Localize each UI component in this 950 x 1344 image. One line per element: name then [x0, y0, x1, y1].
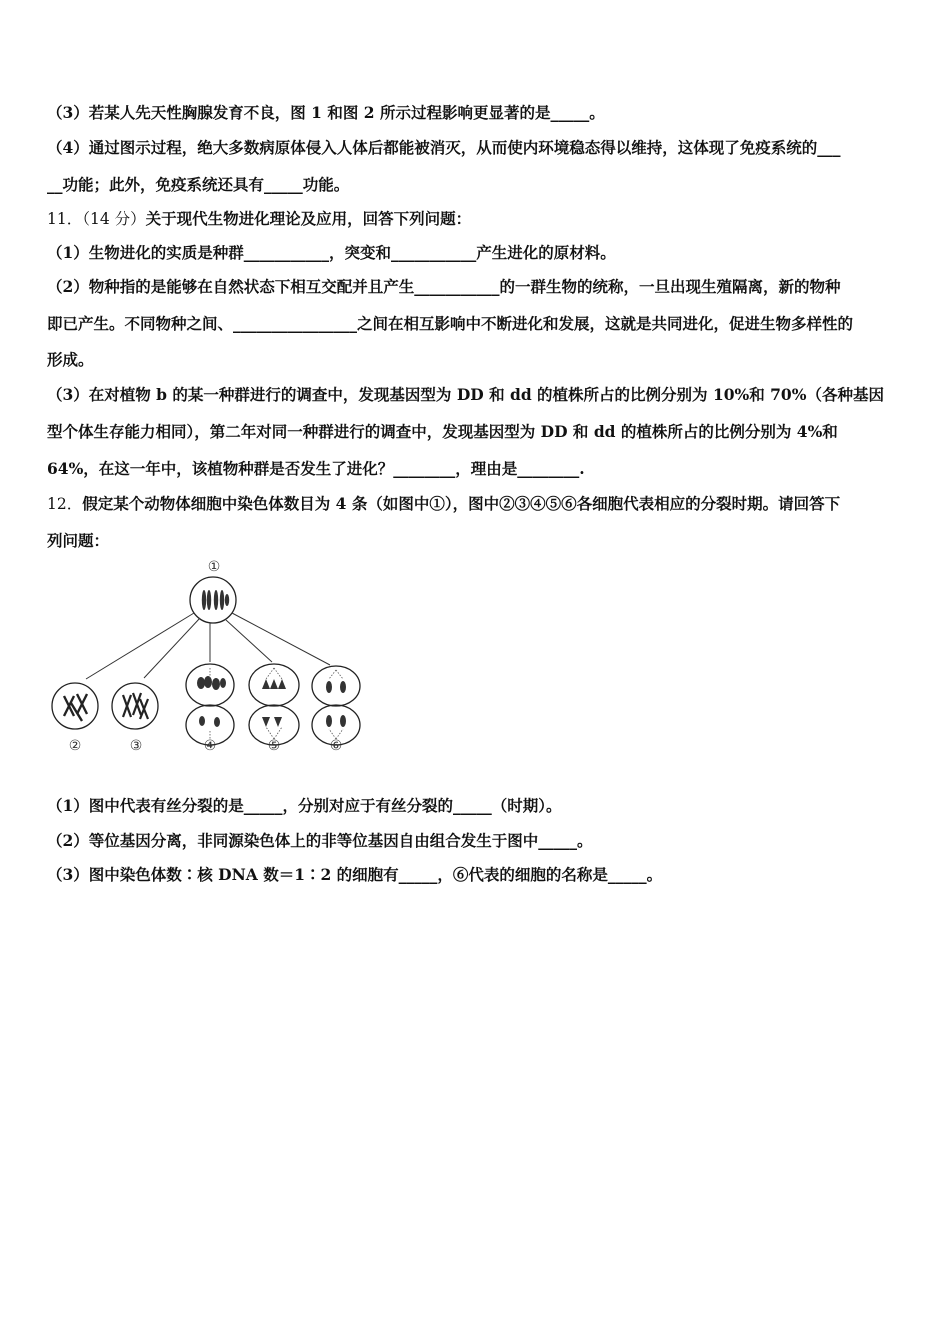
cell-4: [186, 664, 234, 745]
cell-3: [112, 683, 158, 729]
cell-6: [312, 666, 360, 745]
q12-stem-line2: 列问题：: [47, 531, 110, 550]
cell-division-diagram: [44, 553, 374, 763]
label-cell-3: ③: [129, 738, 143, 754]
label-cell-4: ④: [203, 738, 217, 754]
cell-5: [249, 664, 299, 745]
cell-2: [52, 683, 98, 729]
q11-number: 11．（14 分）: [47, 210, 146, 228]
cell-2-chromosomes: [64, 694, 87, 721]
q11-stem: 关于现代生物进化理论及应用，回答下列问题：: [145, 209, 472, 228]
q11-1-text: （1）生物进化的实质是种群___________，突变和___________产生进化的原材料。: [47, 243, 616, 262]
cell-division-figure: [44, 553, 374, 763]
cell-1-chromosomes: [202, 590, 229, 610]
q12-1-text: （1）图中代表有丝分裂的是_____，分别对应于有丝分裂的_____（时期）。: [47, 796, 562, 815]
label-cell-1: ①: [207, 559, 221, 575]
q12-stem: 假定某个动物体细胞中染色体数目为 4 条（如图中①），图中②③④⑤⑥各细胞代表相应的分裂时期。请回答下: [82, 494, 841, 513]
q11-3-text-line3: 64%，在这一年中，该植物种群是否发生了进化？________，理由是________.: [47, 459, 585, 478]
q10-4-text-line2: __功能；此外，免疫系统还具有_____功能。: [47, 175, 350, 194]
q11-3-text-line2: 型个体生存能力相同），第二年对同一种群进行的调查中，发现基因型为 DD 和 dd 的植株所占的比例分别为 4%和: [47, 422, 838, 441]
q11-3-text-line1: （3）在对植物 b 的某一种群进行的调查中，发现基因型为 DD 和 dd 的植株所占的比例分别为 10%和 70%（各种基因: [47, 385, 884, 404]
q12-3-text: （3）图中染色体数∶核 DNA 数＝1∶2 的细胞有_____，⑥代表的细胞的名称是_____。: [47, 865, 663, 884]
q11-2-text-line2: 即已产生。不同物种之间、________________之间在相互影响中不断进化和发展，这就是共同进化，促进生物多样性的: [47, 314, 854, 333]
q12-2-text: （2）等位基因分离，非同源染色体上的非等位基因自由组合发生于图中_____。: [47, 831, 593, 850]
q11-2-text-line3: 形成。: [47, 350, 94, 369]
q12-number: 12．: [47, 495, 83, 513]
q11-heading: [47, 209, 907, 229]
q12-heading: [47, 494, 907, 514]
q11-2-text-line1: （2）物种指的是能够在自然状态下相互交配并且产生___________的一群生物的统称，一旦出现生殖隔离，新的物种: [47, 277, 841, 296]
q10-4-text-line1: （4）通过图示过程，绝大多数病原体侵入人体后都能被消灭，从而使内环境稳态得以维持，这体现了免疫系统的___: [47, 138, 841, 157]
q10-3-text: （3）若某人先天性胸腺发育不良，图 1 和图 2 所示过程影响更显著的是_____。: [47, 103, 605, 122]
label-cell-2: ②: [68, 738, 82, 754]
label-cell-6: ⑥: [329, 738, 343, 754]
label-cell-5: ⑤: [267, 738, 281, 754]
cell-3-chromosomes: [123, 693, 148, 719]
